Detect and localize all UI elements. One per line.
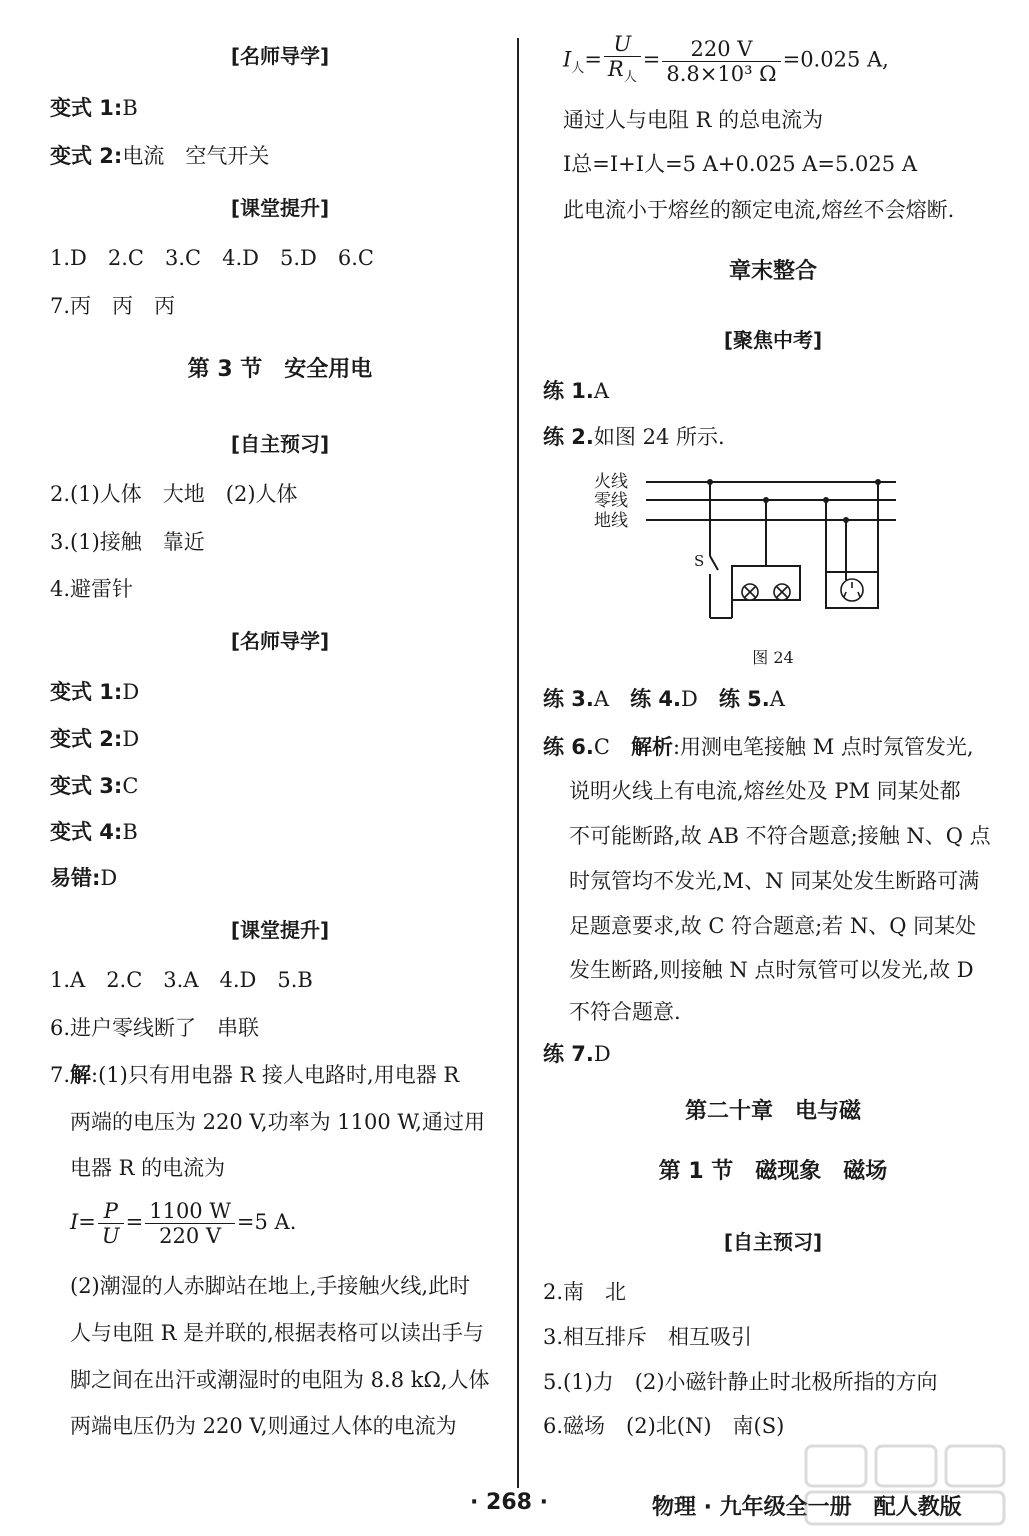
answer-line: 练 3.A 练 4.D 练 5.A	[543, 687, 785, 711]
answer-line: 7.解:(1)只有用电器 R 接人电路时,用电器 R	[50, 1063, 460, 1087]
answer-line: 1.D 2.C 3.C 4.D 5.D 6.C	[50, 246, 374, 270]
answer-line: 人与电阻 R 是并联的,根据表格可以读出手与	[70, 1321, 484, 1345]
answer-line: 不可能断路,故 AB 不符合题意;接触 N、Q 点	[569, 824, 991, 848]
answer-line: 5.(1)力 (2)小磁针静止时北极所指的方向	[543, 1370, 938, 1394]
answer-line: 1.A 2.C 3.A 4.D 5.B	[50, 968, 313, 992]
answer-line: 6.磁场 (2)北(N) 南(S)	[543, 1414, 785, 1438]
answer-line: 2.南 北	[543, 1280, 627, 1304]
answer-line: 4.避雷针	[50, 577, 134, 601]
answer-line: 练 2.如图 24 所示.	[543, 425, 725, 449]
fraction: $\frac{1100 W}{220 V}$	[145, 1199, 235, 1248]
answer-line: 两端电压仍为 220 V,则通过人体的电流为	[70, 1414, 457, 1438]
figure-caption: 图 24	[752, 648, 794, 667]
answer-line: 说明火线上有电流,熔丝处及 PM 同某处都	[569, 779, 961, 803]
answer-line: 3.相互排斥 相互吸引	[543, 1325, 753, 1349]
switch-s	[710, 556, 718, 570]
fraction: $\frac{P}{U}$	[98, 1199, 124, 1248]
socket-box	[826, 572, 878, 608]
answer-line: 通过人与电阻 R 的总电流为	[563, 108, 824, 132]
answer-line: 变式 1:D	[50, 680, 140, 704]
book-title: 物理 · 九年级全一册 配人教版	[652, 1495, 962, 1520]
answer-line: 2.(1)人体 大地 (2)人体	[50, 482, 298, 506]
answer-line: 变式 2:D	[50, 727, 140, 751]
answer-line: 变式 4:B	[50, 820, 138, 844]
answer-line: 此电流小于熔丝的额定电流,熔丝不会熔断.	[563, 198, 955, 222]
answer-line: 电器 R 的电流为	[70, 1156, 226, 1180]
answer-line: 不符合题意.	[569, 1000, 681, 1024]
answer-line: 脚之间在出汗或潮湿时的电阻为 8.8 kΩ,人体	[70, 1368, 490, 1392]
answer-line: 足题意要求,故 C 符合题意;若 N、Q 同某处	[569, 914, 977, 938]
watermark-logo	[800, 1440, 1010, 1530]
section-header: [课堂提升]	[230, 918, 330, 942]
answer-line: 变式 3:C	[50, 774, 139, 798]
fire-wire-label: 火线	[594, 472, 628, 492]
answer-line: 发生断路,则接触 N 点时氖管可以发光,故 D	[569, 958, 974, 982]
section-header: [课堂提升]	[230, 196, 330, 220]
section-title: 第 1 节 磁现象 磁场	[658, 1159, 888, 1184]
chapter-title: 第二十章 电与磁	[684, 1099, 861, 1124]
answer-line: 变式 2:电流 空气开关	[50, 144, 270, 168]
page-number: · 268 ·	[470, 1490, 548, 1515]
ground-wire-label: 地线	[594, 511, 628, 531]
section-title: 第 3 节 安全用电	[187, 357, 373, 382]
answer-line: 易错:D	[50, 866, 118, 890]
fraction: $\frac{220 V}{\text{8.8×10³ Ω}}$	[662, 37, 780, 86]
section-header: [自主预习]	[723, 1230, 823, 1254]
fraction: $\frac{U}{R_人}$	[604, 32, 641, 90]
formula: $I_人=$ $\frac{U}{R_人}$ = $\frac{220 V}{\text{8.8×10³ Ω}}$ =0.025 A,	[563, 32, 889, 95]
answer-line: 时氖管均不发光,M、N 同某处发生断路可满	[569, 869, 980, 893]
answer-line: 6.进户零线断了 串联	[50, 1016, 260, 1040]
section-header: [自主预习]	[230, 432, 330, 456]
answer-line: 3.(1)接触 靠近	[50, 530, 205, 554]
switch-label: S	[694, 552, 705, 570]
answer-line: 练 7.D	[543, 1042, 611, 1066]
circuit-diagram	[590, 468, 910, 640]
answer-line: (2)潮湿的人赤脚站在地上,手接触火线,此时	[70, 1274, 471, 1298]
section-header: [名师导学]	[230, 629, 330, 653]
section-header: [聚焦中考]	[723, 328, 823, 352]
section-title: 章末整合	[728, 259, 817, 284]
zero-wire-label: 零线	[594, 491, 628, 511]
answer-line: 两端的电压为 220 V,功率为 1100 W,通过用	[70, 1110, 485, 1134]
formula: I总=I+I人=5 A+0.025 A=5.025 A	[563, 152, 917, 176]
answer-line: 练 6.C 解析:用测电笔接触 M 点时氖管发光,	[543, 735, 974, 759]
section-header: [名师导学]	[230, 44, 330, 68]
lamp-icon	[742, 584, 790, 600]
answer-line: 7.丙 丙 丙	[50, 294, 176, 318]
answer-line: 练 1.A	[543, 379, 610, 403]
column-divider	[517, 38, 519, 1488]
socket-icon	[841, 579, 863, 601]
answer-line: 变式 1:B	[50, 96, 138, 120]
formula: I= $\frac{P}{U}$ = $\frac{1100 W}{220 V}$ =5 A.	[70, 1199, 297, 1248]
